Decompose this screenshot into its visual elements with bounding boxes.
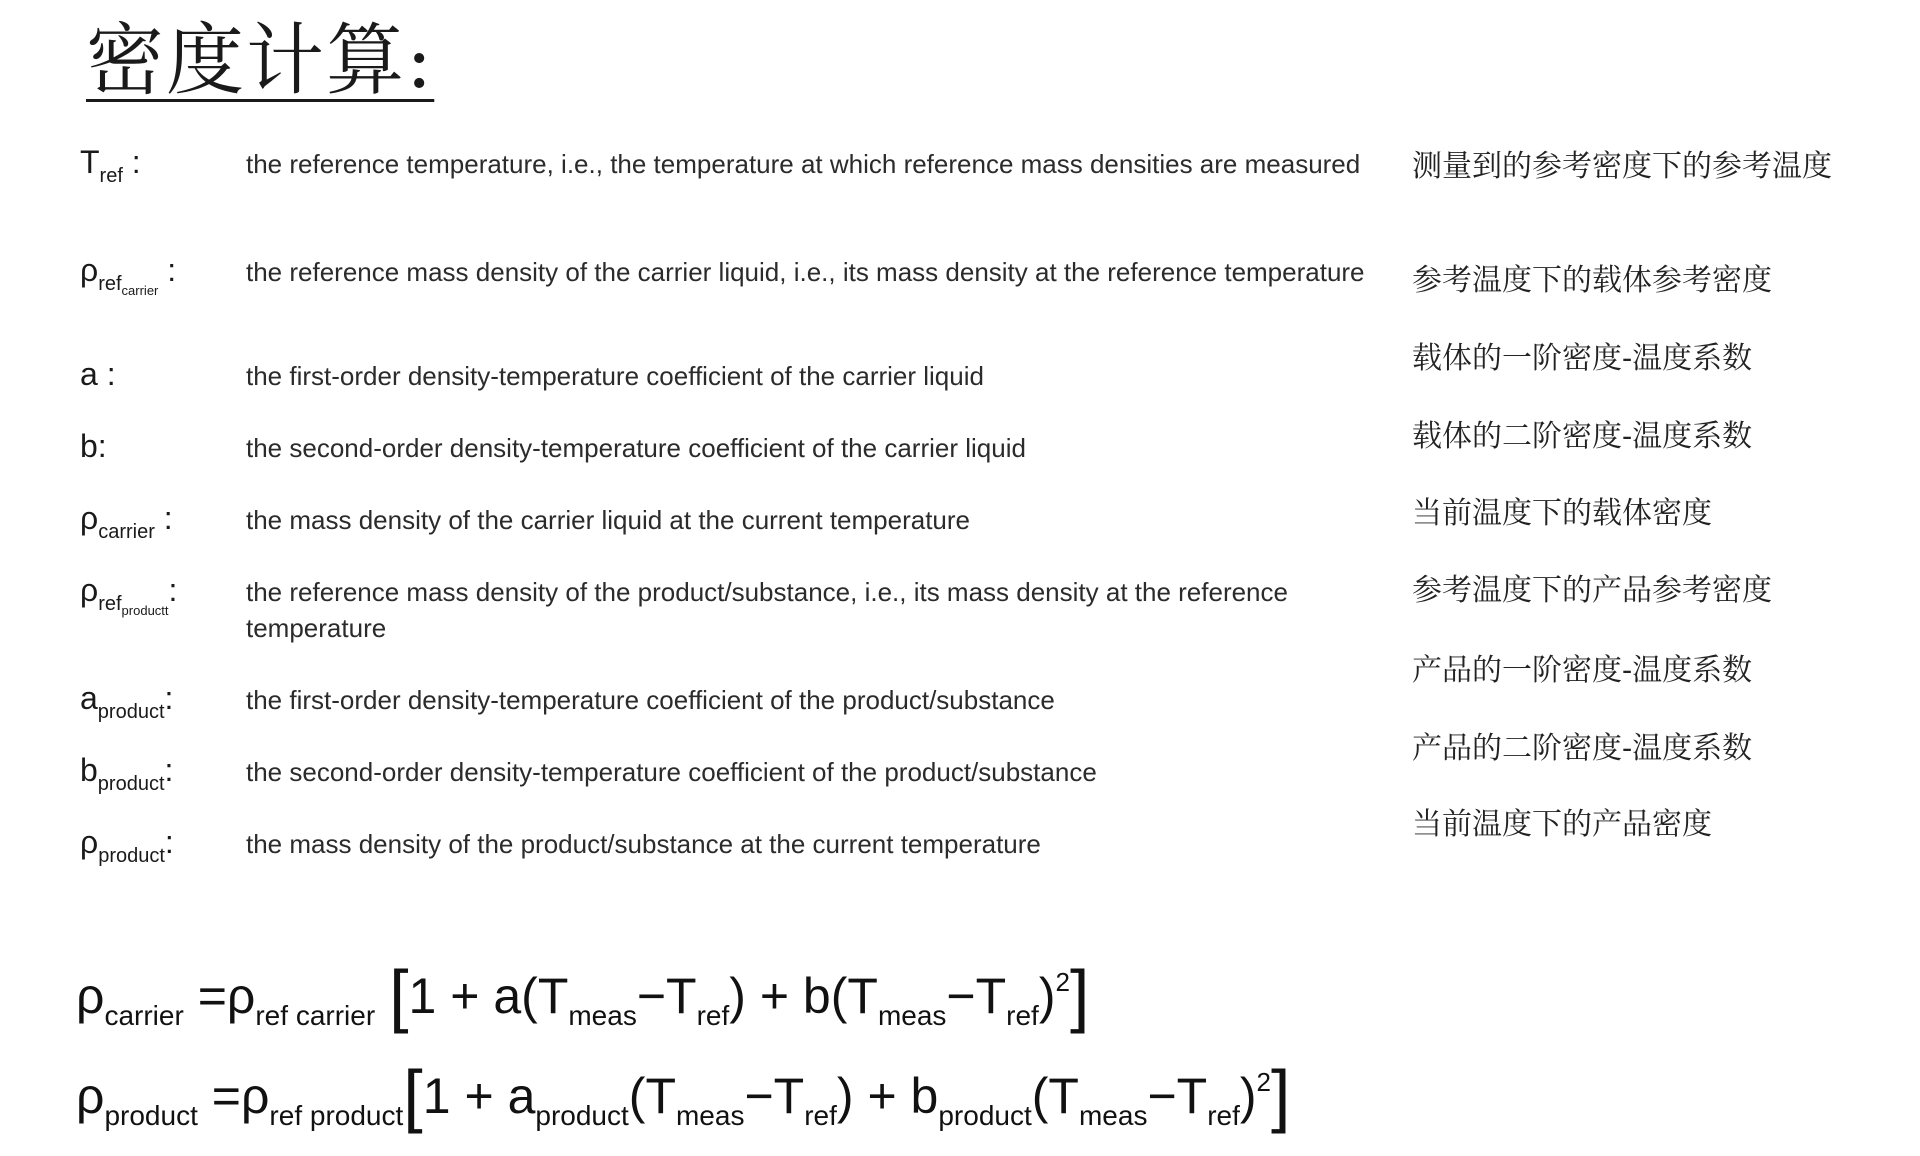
definition-description: the first-order density-temperature coefficient of the carrier liquid bbox=[246, 361, 984, 391]
definition-chinese: 参考温度下的载体参考密度 bbox=[1412, 263, 1772, 298]
definition-description: the reference mass density of the product/substance, i.e., its mass density at the reference temperature bbox=[246, 577, 1288, 643]
definition-chinese: 产品的一阶密度-温度系数 bbox=[1412, 653, 1753, 688]
definition-chinese: 载体的一阶密度-温度系数 bbox=[1412, 341, 1753, 376]
definition-symbol: $a_{product}$: bbox=[80, 680, 174, 723]
definition-symbol: $\rho_{ref_{carrier}}$ : bbox=[80, 252, 177, 298]
definition-chinese: 当前温度下的载体密度 bbox=[1412, 496, 1712, 531]
definition-symbol: $T_{ref}$ : bbox=[80, 144, 141, 187]
definition-chinese: 参考温度下的产品参考密度 bbox=[1412, 573, 1772, 608]
definition-symbol: $\rho_{product}$: bbox=[80, 824, 174, 867]
definition-description: the mass density of the carrier liquid at the current temperature bbox=[246, 505, 971, 535]
definition-description: the second-order density-temperature coefficient of the product/substance bbox=[246, 757, 1097, 787]
definition-symbol: $\rho_{carrier}$ : bbox=[80, 500, 173, 543]
definition-symbol: $\rho_{ref_{productt}}$: bbox=[80, 572, 178, 618]
definition-symbol: a : bbox=[80, 356, 116, 392]
definition-description: the mass density of the product/substance at the current temperature bbox=[246, 829, 1041, 859]
definition-symbol: $b_{product}$: bbox=[80, 752, 174, 795]
page-title: 密度计算: bbox=[86, 16, 435, 106]
definition-chinese: 当前温度下的产品密度 bbox=[1412, 807, 1712, 842]
definition-description: the first-order density-temperature coefficient of the product/substance bbox=[246, 685, 1055, 715]
formula-product-density: $\rho_{product} =\rho_{ref product}[1 + a_{product}(T_{meas}-T_{ref}) + b_{product}(T_{meas}-T_{ref})^2]$ bbox=[76, 1056, 1291, 1134]
definition-chinese: 产品的二阶密度-温度系数 bbox=[1412, 731, 1753, 766]
definition-symbol: b: bbox=[80, 428, 107, 464]
definition-chinese: 测量到的参考密度下的参考温度 bbox=[1412, 149, 1832, 184]
definition-description: the reference mass density of the carrier liquid, i.e., its mass density at the reference temperature bbox=[246, 257, 1365, 287]
definition-description: the second-order density-temperature coefficient of the carrier liquid bbox=[246, 433, 1026, 463]
definition-chinese: 载体的二阶密度-温度系数 bbox=[1412, 419, 1753, 454]
definition-description: the reference temperature, i.e., the temperature at which reference mass densities are measured bbox=[246, 149, 1361, 179]
formula-carrier-density: $\rho_{carrier} =\rho_{ref carrier}$ $[1 + a(T_{meas}-T_{ref}) + b(T_{meas}-T_{ref})^2]$ bbox=[76, 956, 1090, 1034]
